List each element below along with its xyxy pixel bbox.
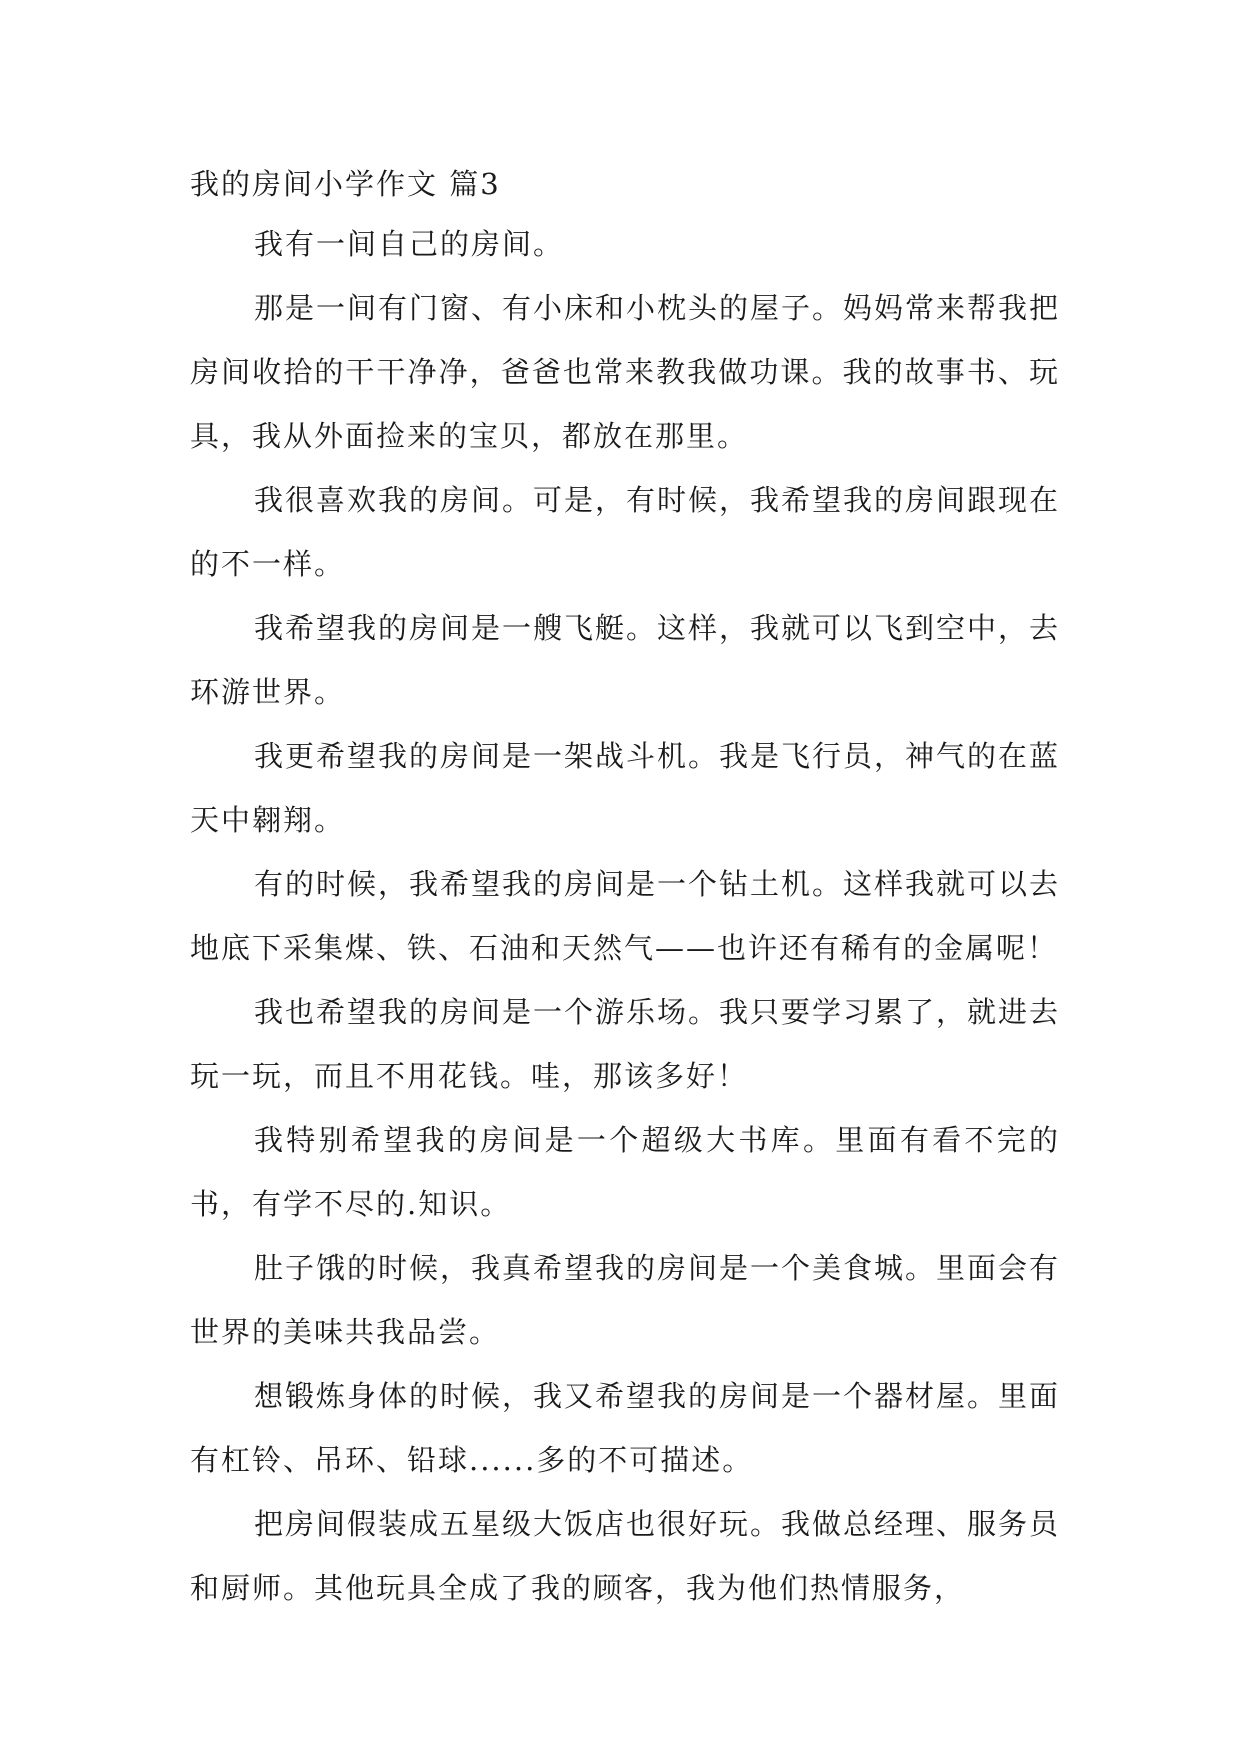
paragraph-10: 想锻炼身体的时候，我又希望我的房间是一个器材屋。里面有杠铃、吊环、铅球......多的不可描述。	[190, 1379, 1061, 1477]
paragraph-5: 我更希望我的房间是一架战斗机。我是飞行员，神气的在蓝天中翱翔。	[190, 739, 1061, 837]
paragraph-6: 有的时候，我希望我的房间是一个钻土机。这样我就可以去地底下采集煤、铁、石油和天然气——也许还有稀有的金属呢！	[190, 867, 1061, 965]
document-title: 我的房间小学作文 篇3	[190, 167, 501, 201]
paragraph-9: 肚子饿的时候，我真希望我的房间是一个美食城。里面会有世界的美味共我品尝。	[190, 1251, 1061, 1349]
paragraph-4: 我希望我的房间是一艘飞艇。这样，我就可以飞到空中，去环游世界。	[190, 611, 1061, 709]
paragraph-1: 我有一间自己的房间。	[254, 227, 565, 261]
paragraph-3: 我很喜欢我的房间。可是，有时候，我希望我的房间跟现在的不一样。	[190, 483, 1061, 581]
paragraph-11: 把房间假装成五星级大饭店也很好玩。我做总经理、服务员和厨师。其他玩具全成了我的顾客，我为他们热情服务，	[190, 1507, 1061, 1605]
paragraph-7: 我也希望我的房间是一个游乐场。我只要学习累了，就进去玩一玩，而且不用花钱。哇，那该多好！	[190, 995, 1061, 1093]
paragraph-8: 我特别希望我的房间是一个超级大书库。里面有看不完的书，有学不尽的.知识。	[190, 1123, 1060, 1221]
document-page	[190, 160, 1060, 1620]
paragraph-2: 那是一间有门窗、有小床和小枕头的屋子。妈妈常来帮我把房间收拾的干干净净，爸爸也常来教我做功课。我的故事书、玩具，我从外面捡来的宝贝，都放在那里。	[190, 291, 1061, 453]
